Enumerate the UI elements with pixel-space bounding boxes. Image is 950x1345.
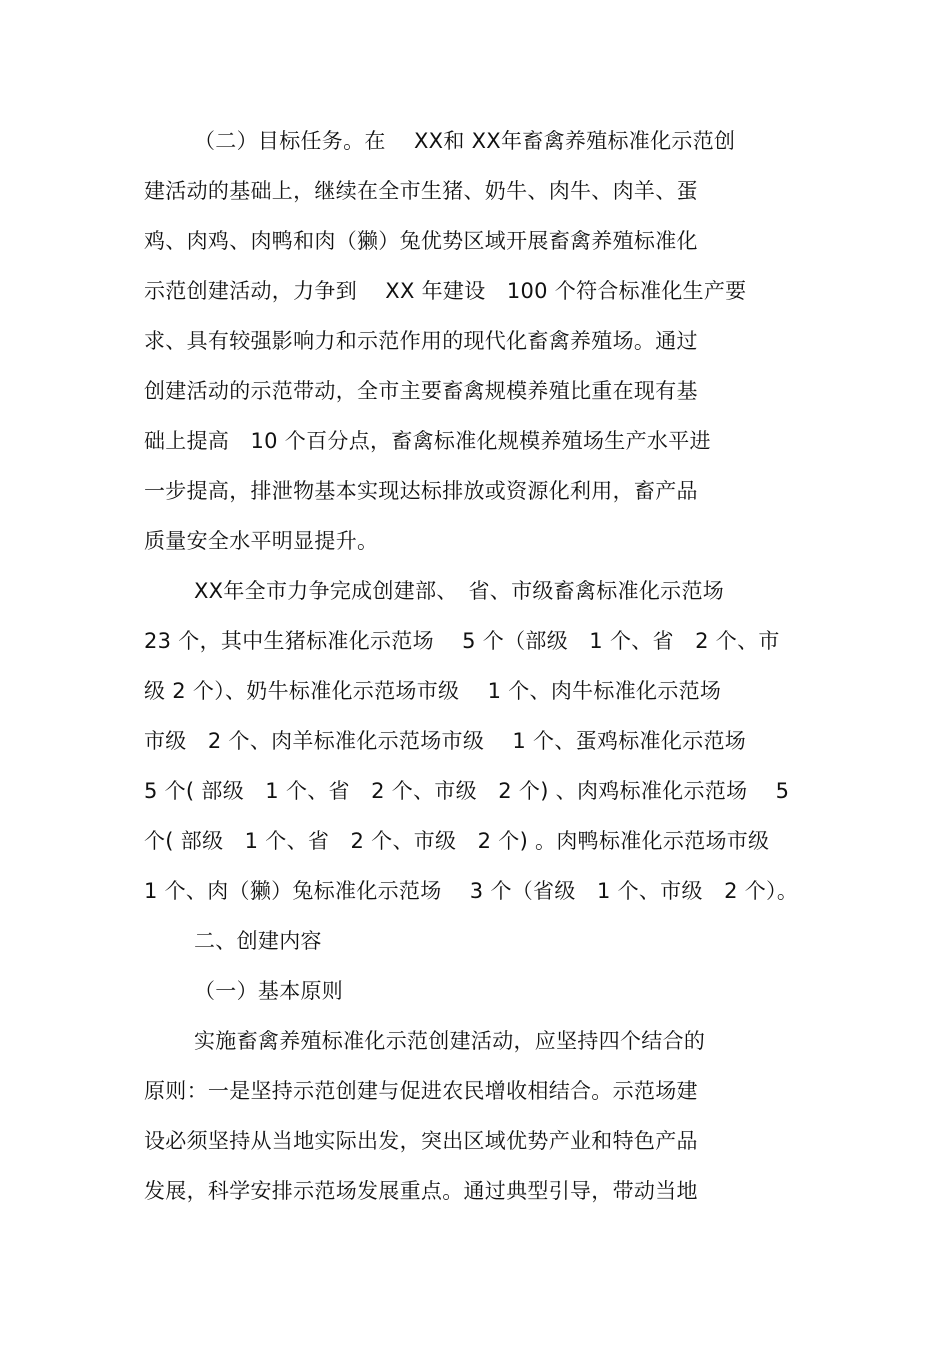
text-line: 础上提高 10 个百分点，畜禽标准化规模养殖场生产水平进 xyxy=(144,429,711,453)
text-line: 创建活动的示范带动，全市主要畜禽规模养殖比重在现有基 xyxy=(144,379,698,403)
text-line: 发展，科学安排示范场发展重点。通过典型引导，带动当地 xyxy=(144,1179,698,1203)
text-line: 5 个( 部级 1 个、省 2 个、市级 2 个) 、肉鸡标准化示范场 5 xyxy=(144,779,790,803)
text-line: 建活动的基础上，继续在全市生猪、奶牛、肉牛、肉羊、蛋 xyxy=(144,179,698,203)
text-line: 级 2 个）、奶牛标准化示范场市级 1 个、肉牛标准化示范场 xyxy=(144,679,722,703)
text-line: 鸡、肉鸡、肉鸭和肉（獭）兔优势区域开展畜禽养殖标准化 xyxy=(144,229,698,253)
text-line: 23 个，其中生猪标准化示范场 5 个（部级 1 个、省 2 个、市 xyxy=(144,629,780,653)
text-line: 原则：一是坚持示范创建与促进农民增收相结合。示范场建 xyxy=(144,1079,698,1103)
text-line: 示范创建活动，力争到 XX 年建设 100 个符合标准化生产要 xyxy=(144,279,747,303)
text-line: 实施畜禽养殖标准化示范创建活动，应坚持四个结合的 xyxy=(194,1029,706,1053)
text-line: 质量安全水平明显提升。 xyxy=(144,529,379,553)
text-line: XX年全市力争完成创建部、 省、市级畜禽标准化示范场 xyxy=(194,579,725,603)
text-line: 市级 2 个、肉羊标准化示范场市级 1 个、蛋鸡标准化示范场 xyxy=(144,729,747,753)
text-line: 设必须坚持从当地实际出发，突出区域优势产业和特色产品 xyxy=(144,1129,698,1153)
text-line: 1 个、肉（獭）兔标准化示范场 3 个（省级 1 个、市级 2 个）。 xyxy=(144,879,799,903)
text-line: （二）目标任务。在 XX和 XX年畜禽养殖标准化示范创 xyxy=(194,129,736,153)
text-line: 一步提高，排泄物基本实现达标排放或资源化利用，畜产品 xyxy=(144,479,698,503)
subsection-heading: （一）基本原则 xyxy=(194,979,344,1003)
section-heading: 二、创建内容 xyxy=(194,929,322,953)
text-line: 个( 部级 1 个、省 2 个、市级 2 个) 。肉鸭标准化示范场市级 xyxy=(144,829,770,853)
text-line: 求、具有较强影响力和示范作用的现代化畜禽养殖场。通过 xyxy=(144,329,698,353)
